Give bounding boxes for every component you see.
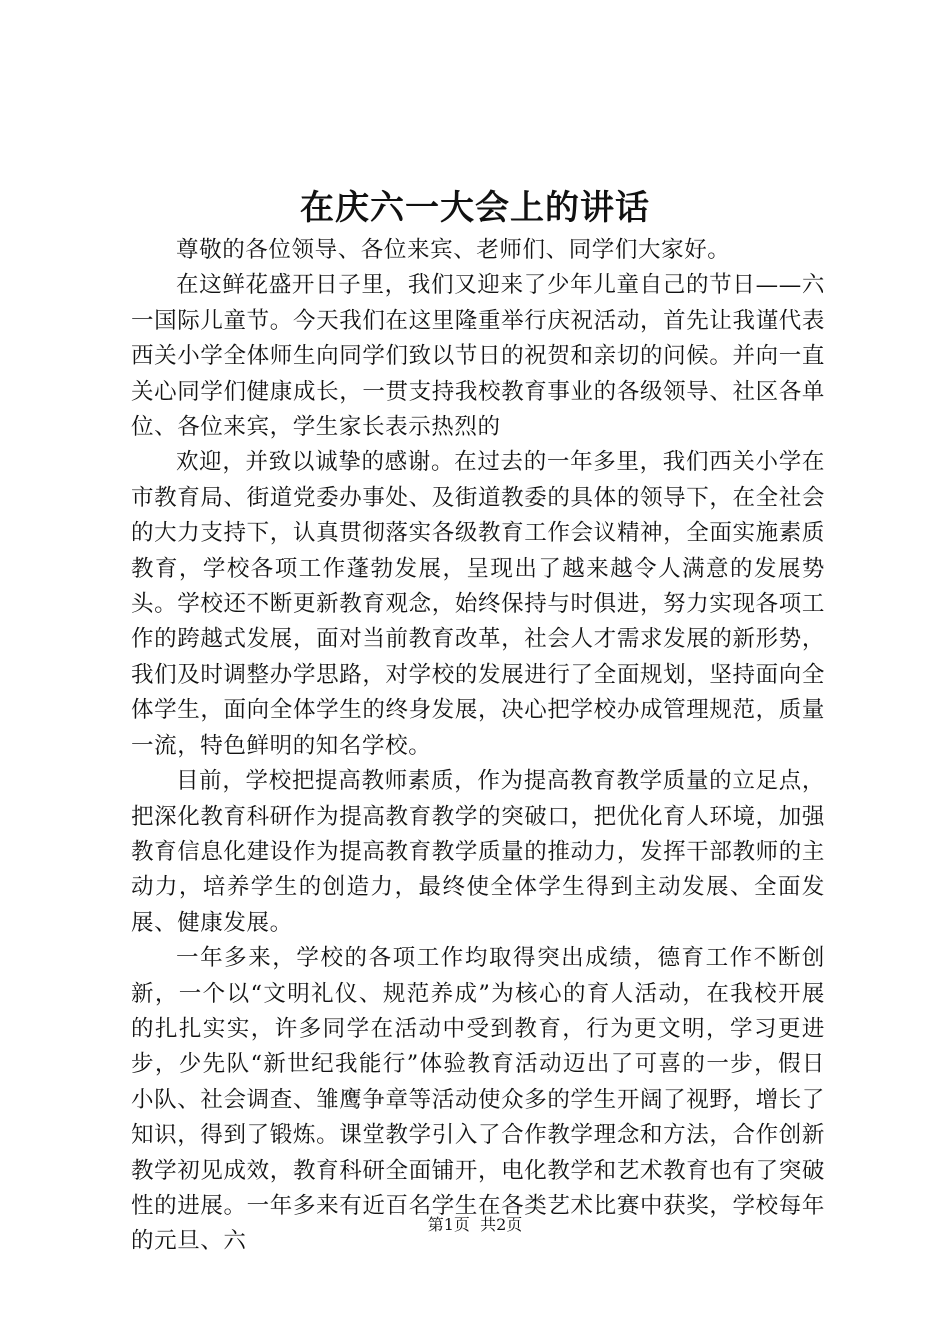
page-total: 共2页 xyxy=(480,1215,523,1234)
document-title: 在庆六一大会上的讲话 xyxy=(300,188,650,228)
paragraph-thanks: 欢迎，并致以诚挚的感谢。在过去的一年多里，我们西关小学在市教育局、街道党委办事处、及街道教委的具体的领导下，在全社会的大力支持下，认真贯彻落实各级教育工作会议精神，全面实施素质教育，学校各项工作蓬勃发展，呈现出了越来越令人满意的发展势头。学校还不断更新教育观念，始终保持与时俱进，努力实现各项工作的跨越式发展，面对当前教育改革，社会人才需求发展的新形势，我们及时调整办学思路，对学校的发展进行了全面规划，坚持面向全体学生，面向全体学生的终身发展，决心把学校办成管理规范，质量一流，特色鲜明的知名学校。 xyxy=(131,449,825,759)
paragraph-greeting: 尊敬的各位领导、各位来宾、老师们、同学们大家好。 xyxy=(176,237,731,263)
page-number: 第1页 xyxy=(427,1215,470,1234)
paragraph-opening: 在这鲜花盛开日子里，我们又迎来了少年儿童自己的节日——六一国际儿童节。今天我们在这里隆重举行庆祝活动，首先让我谨代表西关小学全体师生向同学们致以节日的祝贺和亲切的问候。并向一直关心同学们健康成长，一贯支持我校教育事业的各级领导、社区各单位、各位来宾，学生家长表示热烈的 xyxy=(131,272,825,441)
document-body xyxy=(131,233,825,1260)
paragraph-goals: 目前，学校把提高教师素质，作为提高教育教学质量的立足点，把深化教育科研作为提高教育教学的突破口，把优化育人环境，加强教育信息化建设作为提高教育教学质量的推动力，发挥干部教师的主动力，培养学生的创造力，最终使全体学生得到主动发展、全面发展、健康发展。 xyxy=(131,768,825,936)
paragraph-achievements: 一年多来，学校的各项工作均取得突出成绩，德育工作不断创新，一个以“文明礼仪、规范养成”为核心的育人活动，在我校开展的扎扎实实，许多同学在活动中受到教育，行为更文明，学习更进步，少先队“新世纪我能行”体验教育活动迈出了可喜的一步，假日小队、社会调查、雏鹰争章等活动使众多的学生开阔了视野，增长了知识，得到了锻炼。课堂教学引入了合作教学理念和方法，合作创新教学初见成效，教育科研全面铺开，电化教学和艺术教育也有了突破性的进展。一年多来有近百名学生在各类艺术比赛中获奖，学校每年的元旦、六 xyxy=(131,945,825,1255)
page-footer xyxy=(0,1213,950,1237)
